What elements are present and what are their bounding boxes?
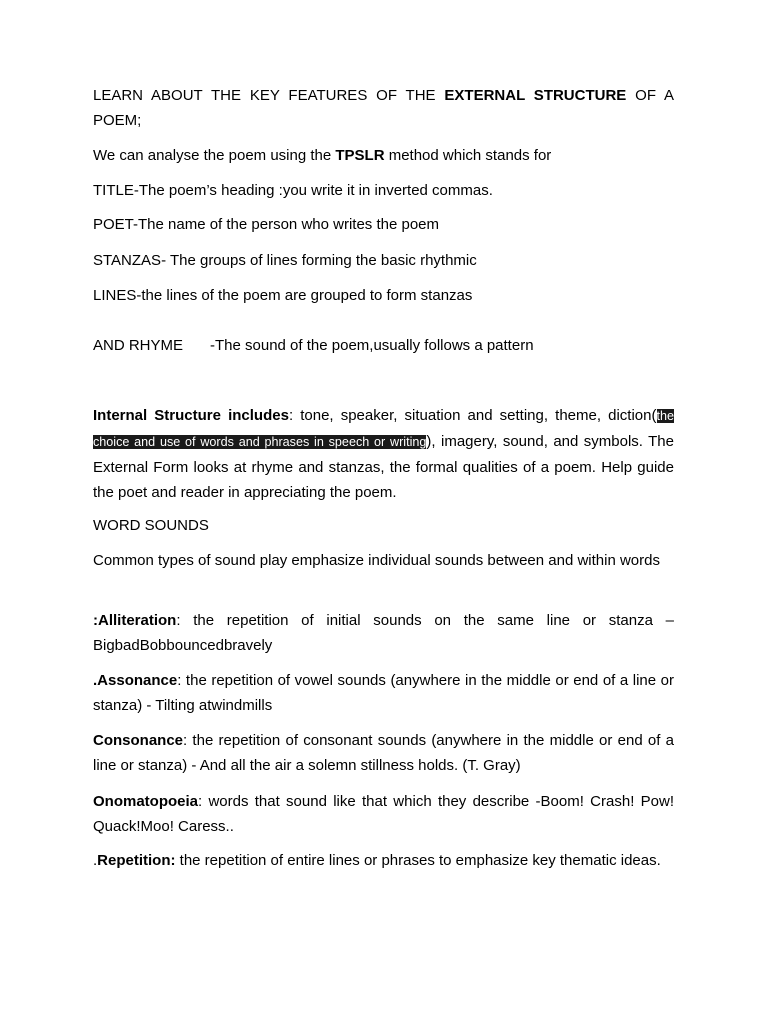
- external-structure-bold: EXTERNAL STRUCTURE: [444, 87, 627, 104]
- consonance-paragraph: [93, 728, 674, 778]
- internal-structure-text: : tone, speaker, situation and setting, theme, diction(: [288, 407, 657, 424]
- repetition-term: Repetition:: [97, 852, 176, 869]
- poet-line: POET-The name of the person who writes the poem: [93, 216, 440, 233]
- rhyme-label: AND RHYME: [93, 337, 184, 354]
- lines-line: LINES-the lines of the poem are grouped to form stanzas: [93, 287, 473, 304]
- intro-heading: [93, 83, 674, 133]
- internal-structure-paragraph: [93, 403, 674, 505]
- alliteration-prefix: :: [93, 612, 98, 629]
- alliteration-term: Alliteration: [98, 612, 177, 629]
- tpslr-intro: [93, 143, 674, 168]
- repetition-prefix: .: [93, 852, 98, 869]
- diction-highlight: the choice and use of words and phrases in speech or writing: [93, 409, 675, 449]
- common-types-paragraph: Common types of sound play emphasize individual sounds between and within words: [93, 552, 660, 569]
- stanzas-line: STANZAS- The groups of lines forming the basic rhythmic: [93, 252, 477, 269]
- rhyme-text: -The sound of the poem,usually follows a pattern: [210, 337, 534, 354]
- onomatopoeia-term: Onomatopoeia: [93, 793, 199, 810]
- assonance-term: Assonance: [97, 672, 178, 689]
- intro-heading-text: LEARN ABOUT THE KEY FEATURES OF THE: [93, 87, 445, 104]
- word-sounds-heading: WORD SOUNDS: [93, 517, 209, 534]
- internal-structure-bold: Internal Structure includes: [93, 407, 289, 424]
- tpslr-intro-text: We can analyse the poem using the: [93, 147, 336, 164]
- consonance-term: Consonance: [93, 732, 184, 749]
- internal-structure-tail: ), imagery, sound, and symbols. The External Form looks at rhyme and stanzas, the formal qualities of a poem. Help guide the poet and reader in appreciating the poem.: [93, 433, 674, 501]
- title-line: TITLE-The poem’s heading :you write it in inverted commas.: [93, 182, 493, 199]
- alliteration-definition: : the repetition of initial sounds on the same line or stanza – BigbadBobbouncedbravely: [93, 612, 674, 654]
- assonance-prefix: .: [93, 672, 98, 689]
- assonance-paragraph: [93, 668, 674, 718]
- onomatopoeia-paragraph: [93, 789, 674, 839]
- consonance-definition: : the repetition of consonant sounds (anywhere in the middle or end of a line or stanza) - And all the air a solemn stillness holds. (T. Gray): [93, 732, 674, 774]
- onomatopoeia-definition: : words that sound like that which they describe -Boom! Crash! Pow! Quack!Moo! Caress..: [93, 793, 674, 835]
- repetition-paragraph: [93, 848, 674, 873]
- intro-heading-tail: OF A POEM;: [93, 87, 674, 129]
- tpslr-intro-tail: method which stands for: [384, 147, 552, 164]
- alliteration-paragraph: [93, 608, 674, 658]
- tpslr-bold: TPSLR: [335, 147, 385, 164]
- assonance-definition: : the repetition of vowel sounds (anywhere in the middle or end of a line or stanza) - Tilting atwindmills: [93, 672, 674, 714]
- repetition-definition: the repetition of entire lines or phrases to emphasize key thematic ideas.: [175, 852, 661, 869]
- rhyme-line: [93, 333, 674, 358]
